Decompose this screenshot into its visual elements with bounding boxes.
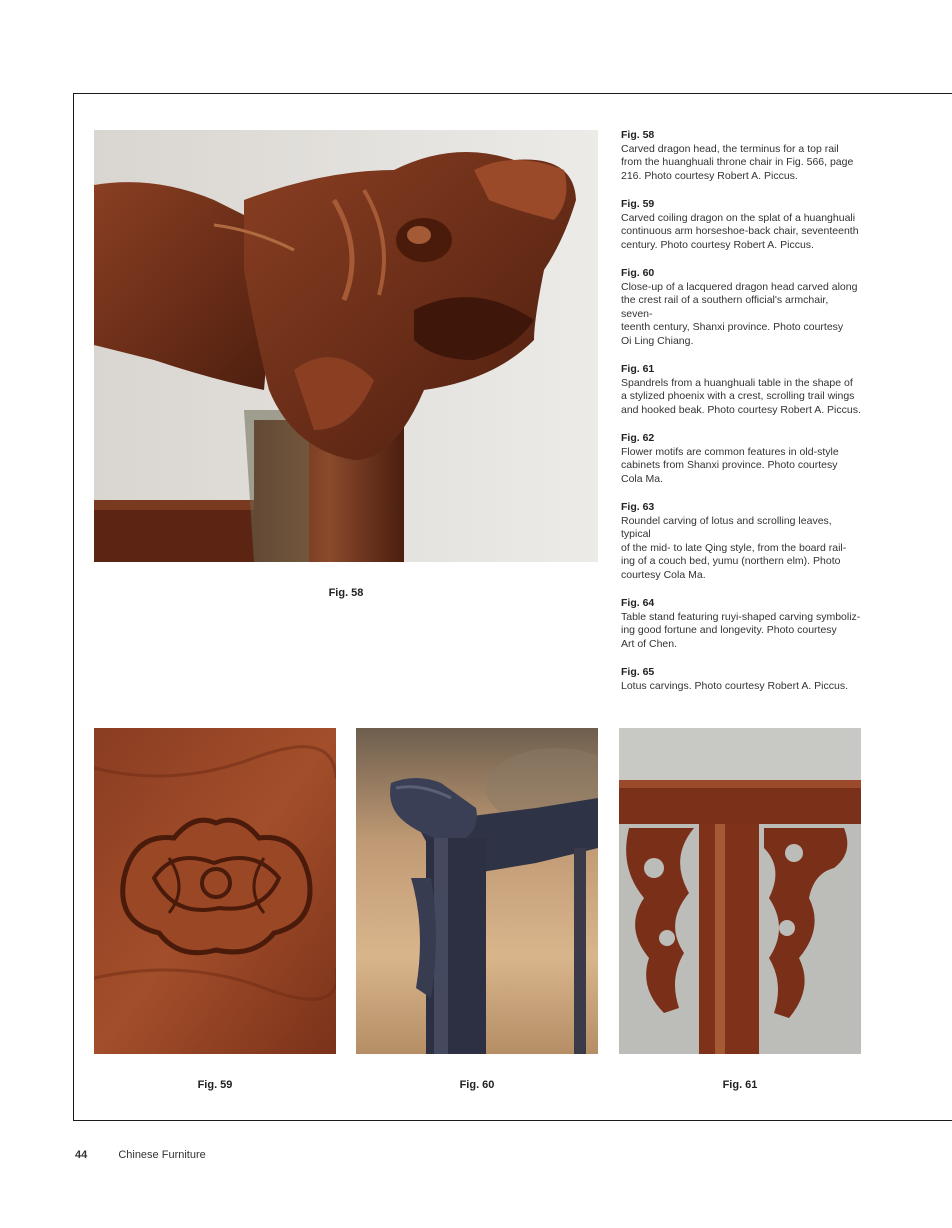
fig-61-label: Fig. 61 xyxy=(722,1079,758,1091)
running-title: Chinese Furniture xyxy=(118,1149,206,1161)
caption-fig-60 xyxy=(621,267,861,349)
caption-title: Fig. 58 xyxy=(621,129,655,141)
caption-title: Fig. 65 xyxy=(621,666,655,679)
caption-text: Roundel carving of lotus and scrolling leaves, typical of the mid- to late Qing style, from the board rail- ing of a couch bed, yumu (northern elm). Photo courtesy Cola Ma. xyxy=(621,514,847,581)
caption-text: Spandrels from a huanghuali table in the shape of a stylized phoenix with a crest, scrolling trail wings and hooked beak. Photo courtesy Robert A. Piccus. xyxy=(621,376,861,416)
caption-title: Fig. 64 xyxy=(621,597,655,610)
caption-fig-62 xyxy=(621,432,861,486)
page-footer xyxy=(75,1149,206,1161)
page-number: 44 xyxy=(75,1149,88,1161)
caption-fig-64 xyxy=(621,597,861,651)
fig-59-photo xyxy=(94,728,336,1054)
caption-fig-59 xyxy=(621,198,861,252)
fig-58-photo xyxy=(94,130,598,562)
caption-fig-61 xyxy=(621,363,861,417)
fig-59-label: Fig. 59 xyxy=(197,1079,233,1091)
caption-title: Fig. 63 xyxy=(621,501,655,514)
caption-title: Fig. 61 xyxy=(621,363,655,376)
caption-text: Carved coiling dragon on the splat of a huanghuali continuous arm horseshoe-back chair, seventeenth century. Photo courtesy Robert A. Piccus. xyxy=(621,211,859,251)
fig-60-label: Fig. 60 xyxy=(459,1079,495,1091)
caption-fig-63 xyxy=(621,501,861,583)
caption-text: Lotus carvings. Photo courtesy Robert A. Piccus. xyxy=(621,679,849,692)
caption-text: Carved dragon head, the terminus for a top rail from the huanghuali throne chair in Fig. 566, page 216. Photo courtesy Robert A. Piccus. xyxy=(621,142,854,182)
caption-fig-65 xyxy=(621,666,861,693)
caption-text: Close-up of a lacquered dragon head carved along the crest rail of a southern official's armchair, seven- teenth century, Shanxi province. Photo courtesy Oi Ling Chiang. xyxy=(621,280,858,347)
caption-title: Fig. 59 xyxy=(621,197,655,210)
captions-column xyxy=(621,129,861,708)
fig-61-photo xyxy=(619,728,861,1054)
caption-text: Flower motifs are common features in old-style cabinets from Shanxi province. Photo courtesy Cola Ma. xyxy=(621,445,839,485)
caption-title: Fig. 62 xyxy=(621,432,655,445)
caption-text: Table stand featuring ruyi-shaped carving symboliz- ing good fortune and longevity. Photo courtesy Art of Chen. xyxy=(621,610,861,650)
caption-fig-58 xyxy=(621,129,861,183)
fig-58-label: Fig. 58 xyxy=(328,587,364,599)
caption-title: Fig. 60 xyxy=(621,266,655,279)
fig-60-photo xyxy=(356,728,598,1054)
